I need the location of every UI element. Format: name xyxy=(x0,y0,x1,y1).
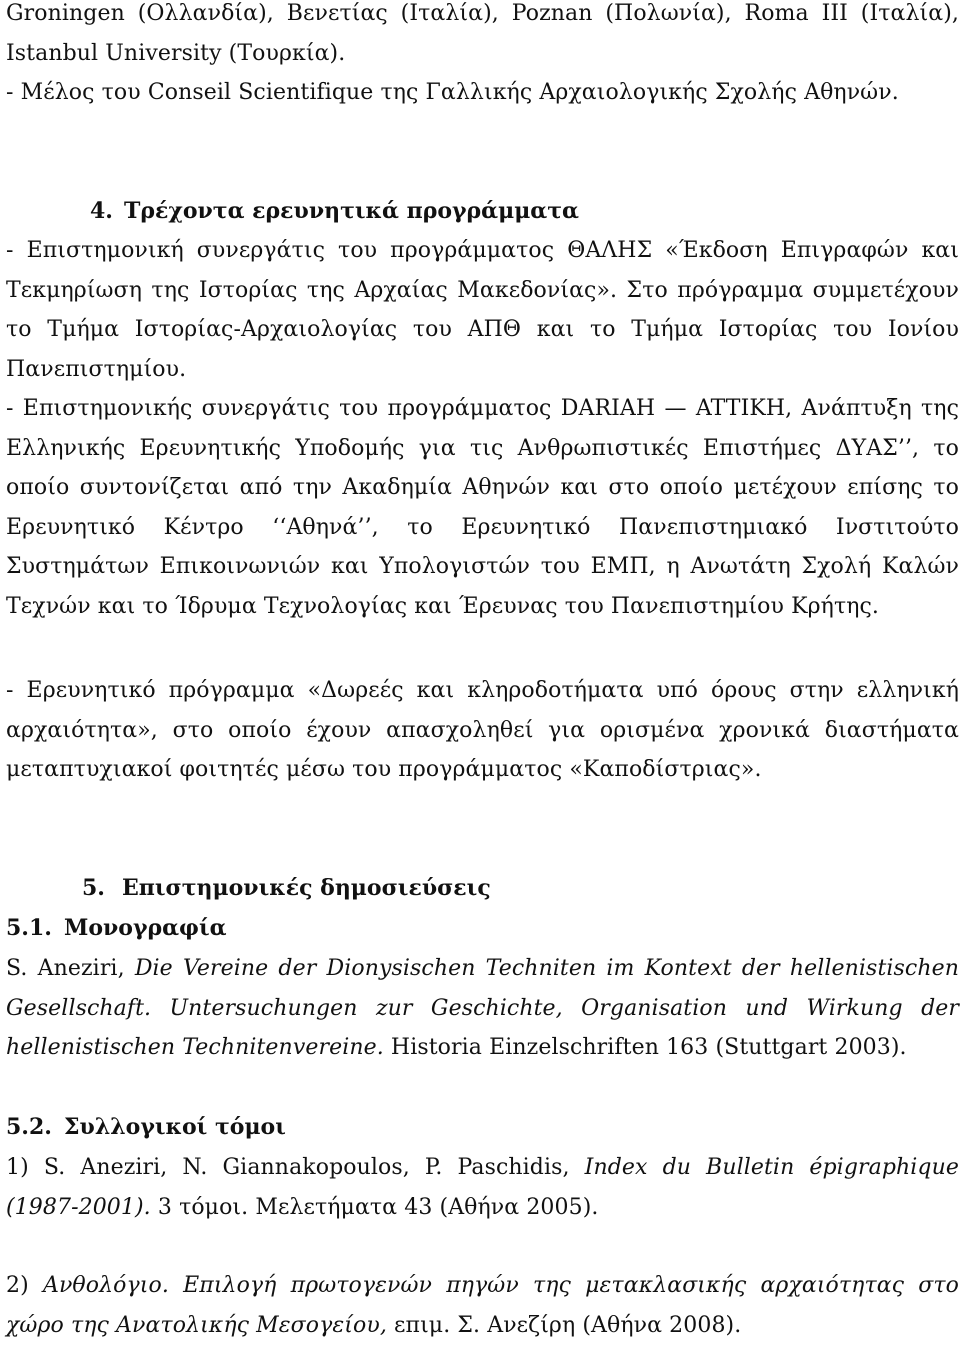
edited-volume-1-title: Index du Bulletin épigraphique (1987-2001). xyxy=(6,1155,959,1220)
monograph-series: Historia Einzelschriften 163 (Stuttgart 2003). xyxy=(383,1035,907,1060)
affiliations-text: Groningen (Ολλανδία), Βενετίας (Ιταλία), Poznan (Πολωνία), Roma III (Ιταλία), Istanbul University (Τουρκία). xyxy=(6,1,959,66)
monograph-title: Die Vereine der Dionysischen Techniten im Kontext der hellenistischen Gesellschaft. Untersuchungen zur Geschichte, Organisation und Wirkung der hellenistischen Technitenvereine. xyxy=(6,956,959,1060)
section-5-1-title: Μονογραφία xyxy=(64,915,227,941)
edited-volume-1-rest: 3 τόμοι. Μελετήματα 43 (Αθήνα 2005). xyxy=(150,1194,599,1220)
edited-volume-1-authors: 1) S. Aneziri, N. Giannakopoulos, P. Paschidis, xyxy=(6,1155,585,1180)
monograph-entry xyxy=(6,949,959,1068)
section-5-1-number: 5.1. xyxy=(6,915,52,941)
research-item-kapodistrias-text: - Ερευνητικό πρόγραμμα «Δωρεές και κληροδοτήματα υπό όρους στην ελληνική αρχαιότητα», στο οποίο έχουν απασχοληθεί για ορισμένα χρονικά διαστήματα μεταπτυχιακοί φοιτητές μέσω του προγράμματος «Καποδίστριας». xyxy=(6,678,959,782)
section-4-title: Τρέχοντα ερευνητικά προγράμματα xyxy=(124,198,579,224)
monograph-author: S. Aneziri, xyxy=(6,956,135,981)
membership-paragraph xyxy=(6,73,959,113)
edited-volume-2-rest: επιμ. Σ. Ανεζίρη (Αθήνα 2008). xyxy=(386,1312,742,1338)
section-4-number: 4. xyxy=(90,198,113,224)
research-item-dariah-text: - Επιστημονικής συνεργάτις του προγράμματος DARIAH — ATTIKH, Ανάπτυξη της Ελληνικής Ερευνητικής Υποδομής για τις Ανθρωπιστικές Επιστήμες ΔΥΑΣ’’, το οποίο συντονίζεται από την Ακαδημία Αθηνών και στο οποίο μετέχουν επίσης το Ερευνητικό Κέντρο ‘‘Αθηνά’’, το Ερευνητικό Πανεπιστημιακό Ινστιτούτο Συστημάτων Επικοινωνιών και Υπολογιστών του ΕΜΠ, η Ανωτάτη Σχολή Καλών Τεχνών και το Ίδρυμα Τεχνολογίας και Έρευνας του Πανεπιστημίου Κρήτης. xyxy=(6,396,959,619)
research-item-thales xyxy=(6,231,959,389)
edited-volume-entry-1 xyxy=(6,1148,959,1227)
section-5-number: 5. xyxy=(82,875,105,901)
section-4-heading xyxy=(90,192,579,232)
section-5-2-heading xyxy=(6,1108,286,1148)
section-5-2-title: Συλλογικοί τόμοι xyxy=(64,1114,286,1140)
edited-volume-entry-2 xyxy=(6,1266,959,1345)
edited-volume-2-prefix: 2) xyxy=(6,1273,43,1298)
research-item-kapodistrias xyxy=(6,671,959,790)
section-5-1-heading xyxy=(6,909,227,949)
membership-text: - Μέλος του Conseil Scientifique της Γαλλικής Αρχαιολογικής Σχολής Αθηνών. xyxy=(6,80,899,105)
research-item-dariah xyxy=(6,389,959,626)
edited-volume-2-title: Ανθολόγιο. Επιλογή πρωτογενών πηγών της μετακλασικής αρχαιότητας στο χώρο της Ανατολικής Μεσογείου, xyxy=(6,1273,959,1338)
section-5-2-number: 5.2. xyxy=(6,1114,52,1140)
research-item-thales-text: - Επιστημονική συνεργάτις του προγράμματος ΘΑΛΗΣ «Έκδοση Επιγραφών και Τεκμηρίωση της Ιστορίας της Αρχαίας Μακεδονίας». Στο πρόγραμμα συμμετέχουν το Τμήμα Ιστορίας-Αρχαιολογίας του ΑΠΘ και το Τμήμα Ιστορίας του Ιονίου Πανεπιστημίου. xyxy=(6,238,959,382)
affiliations-paragraph xyxy=(6,0,959,73)
section-5-title: Επιστημονικές δημοσιεύσεις xyxy=(122,875,491,901)
section-5-heading xyxy=(82,869,491,909)
